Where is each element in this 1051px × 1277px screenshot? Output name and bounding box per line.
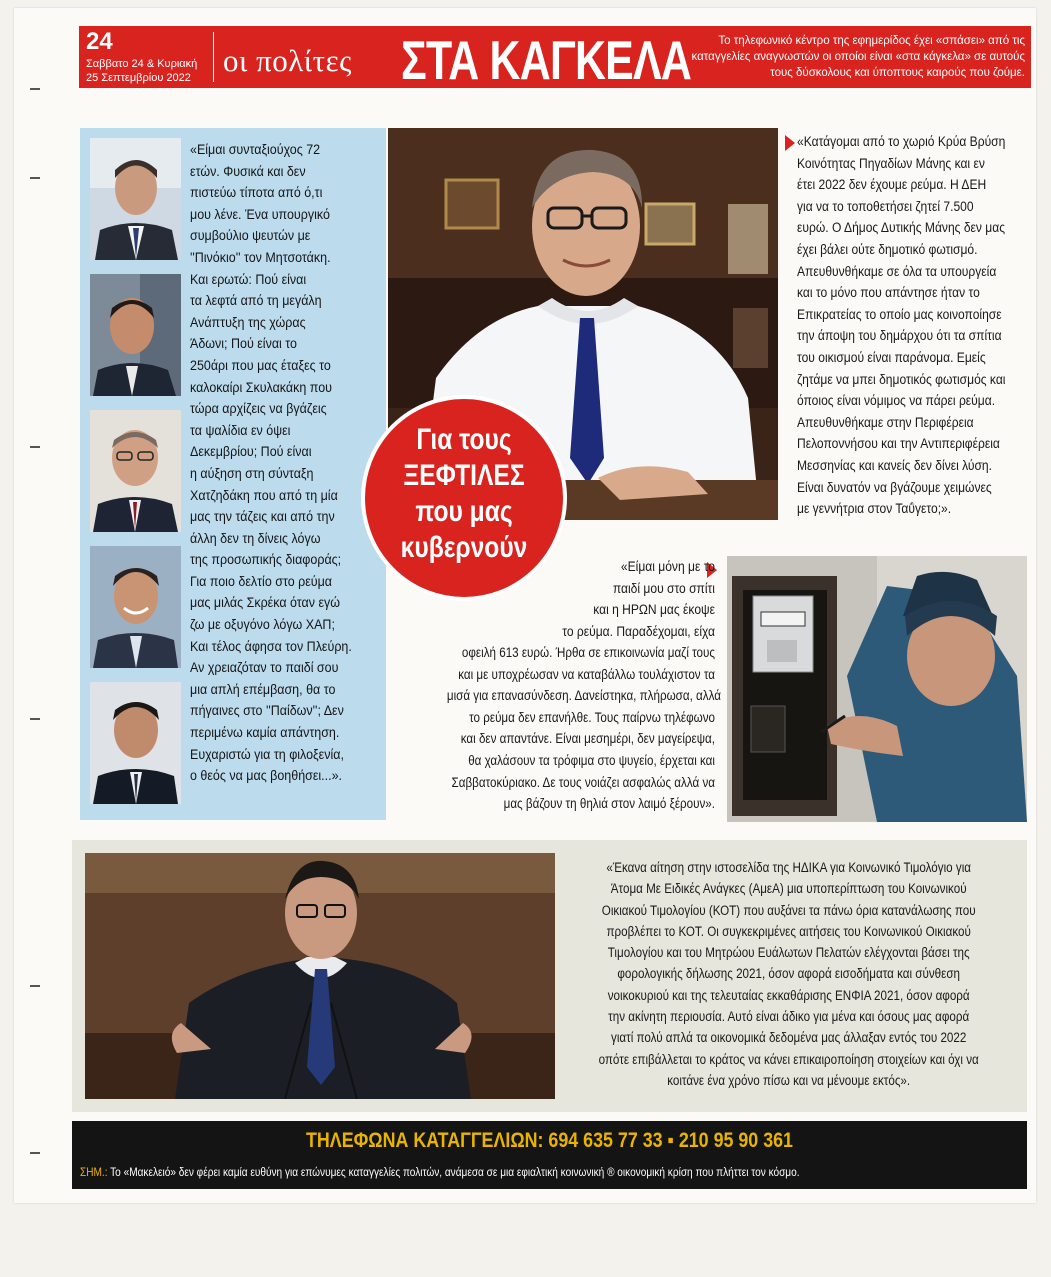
quote-line: τα ψαλίδια εν όψει (190, 422, 291, 439)
quote-line: συμβούλιο ψευτών με (190, 228, 311, 245)
quote-line: «Κατάγομαι από το χωριό Κρύα Βρύση (797, 134, 1006, 150)
quote-line: «Έκανα αίτηση στην ιστοσελίδα της ΗΔΙΚΑ για Κοινωνικό Τιμολόγιο για (606, 860, 972, 876)
section-title-prefix: οι πολίτες (223, 43, 352, 78)
quote-line: Μεσσηνίας και κανείς δεν δίνει λύση. (797, 457, 992, 474)
margin-mark (30, 718, 40, 720)
quote-line: γιατί πολύ απλά τα οικονομικά δεδομένα μας άλλαξαν εντός του 2022 (611, 1030, 967, 1047)
badge-line: που μας (415, 495, 513, 528)
quote-line: Κοινότητας Πηγαδίων Μάνης και εν (797, 155, 985, 172)
quote-line: οφειλή 613 ευρώ. Ήρθα σε επικοινωνία μαζί τους (461, 645, 715, 661)
margin-mark (30, 1152, 40, 1154)
quote-line: το ρεύμα δεν επανήλθε. Τους παίρνω τηλέφωνο (469, 709, 715, 726)
bottom-feature-box (72, 840, 1027, 1112)
badge-line: Για τους (416, 423, 512, 456)
quote-line: για να το τοποθετήσει ζητεί 7.500 (797, 198, 974, 215)
quote-line: φορολογικής δήλωσης 2021, όσον αφορά εισοδήματα και σύνθεση (617, 966, 960, 983)
quote-line: της προσωπικής διαφοράς; (190, 552, 342, 569)
quote-line: πιστεύω τίποτα από ό,τι (190, 185, 323, 202)
quote-line: Απευθυνθήκαμε σε όλα τα υπουργεία (797, 263, 997, 280)
quote-line: Επικρατείας το οποίο μας κοινοποίησε (797, 306, 1002, 323)
quote-line: μας μιλάς Σκρέκα όταν εγώ (190, 595, 341, 612)
quote-line: μας βάζουν τη θηλιά στον λαιμό ξέρουν». (503, 796, 715, 813)
citizen-quote-social-tariff (564, 858, 1013, 1092)
margin-mark (30, 88, 40, 90)
quote-line: έχει βάλει ούτε δημοτικό φωτισμό. (797, 241, 978, 258)
quote-line: προβλέπει το ΚΟΤ. Οι συγκεκριμένες αιτήσεις του Κοινωνικού Οικιακού (606, 923, 971, 940)
quote-line: Είναι δυνατόν να βγάζουμε χειμώνες (797, 479, 992, 496)
quote-line: μου λένε. Ένα υπουργικό (190, 206, 330, 223)
page-number: 24 (86, 28, 113, 55)
quote-line: μας την τάζεις και από την (190, 509, 335, 526)
header-divider (213, 32, 214, 82)
quote-line: άλλη δεν τη δίνεις λόγω (190, 530, 321, 547)
quote-line: την άποψη του δημάρχου ότι τα σπίτια (797, 328, 1002, 345)
quote-line: και η ΗΡΩΝ μας έκοψε (593, 602, 715, 619)
portrait-photo (90, 138, 181, 260)
margin-mark (30, 446, 40, 448)
quote-line: Ανάπτυξη της χώρας (190, 314, 306, 331)
disclaimer-note (80, 1165, 1004, 1179)
issue-date-line-2: 25 Σεπτεμβρίου 2022 (86, 72, 191, 84)
margin-mark (30, 985, 40, 987)
quote-line: μια απλή επέμβαση, θα το (190, 681, 336, 698)
quote-line: κοιτάνε ένα χρόνο πίσω και να μένουμε εκτός». (667, 1072, 911, 1089)
quote-line: τώρα αρχίζεις να βγάζεις (190, 401, 327, 418)
quote-line: και με υποχρέωσαν να καταβάλλω τουλάχιστον τα (458, 666, 715, 683)
quote-line: «Είμαι συνταξιούχος 72 (190, 142, 321, 158)
quote-line: Οικιακού Τιμολογίου (ΚΟΤ) που αυξάνει τα πάνω όρια κατανάλωσης που (601, 902, 976, 919)
quote-line: Για ποιο δελτίο στο ρεύμα (190, 573, 333, 590)
quote-line: του οικισμού είναι παράνομα. Εμείς (797, 349, 986, 366)
quote-line: 250άρι που μας έταξες το (190, 357, 331, 374)
badge-line: ΞΕΦΤΙΛΕΣ (403, 459, 525, 492)
complaint-phone-numbers: ΤΗΛΕΦΩΝΑ ΚΑΤΑΓΓΕΛΙΩΝ: 694 635 77 33 ▪ 210 95 90 361 (306, 1129, 793, 1152)
quote-line: «Είμαι μόνη με το (620, 559, 715, 575)
portrait-photo (90, 274, 181, 396)
citizen-quote-single-mother-continued (388, 643, 721, 816)
quote-line: μισά για επανασύνδεση. Δανείστηκα, πλήρωσα, αλλά (446, 688, 721, 705)
citizen-quote-mani-village (797, 132, 1027, 521)
electricity-meter-photo (727, 556, 1027, 822)
quote-line: με γεννήτρια στον Ταΰγετο;». (797, 501, 952, 518)
quote-line: η αύξηση στη σύνταξη (190, 465, 314, 482)
quote-line: και δεν απαντάνε. Είναι μεσημέρι, δεν μαγείρεψα, (460, 731, 715, 748)
quote-line: Πελοποννήσου και την Αντιπεριφέρεια (797, 436, 1000, 453)
portrait-photo (90, 410, 181, 532)
quote-line: ζω με οξυγόνο λόγω ΧΑΠ; (190, 617, 335, 634)
quote-line: καλοκαίρι Σκυλακάκη που (190, 379, 332, 396)
quote-line: όποιος είναι νόμιμος να πάρει ρεύμα. (797, 393, 996, 410)
disclaimer-text: Το «Μακελειό» δεν φέρει καμία ευθύνη για επώνυμες καταγγελίες πολιτών, ανάμεσα σε μια εφιαλτική κοινωνική ® οικονομική κρίση που πλήττει τον κόσμο. (107, 1165, 800, 1179)
portrait-column (80, 128, 386, 820)
complaints-footer (72, 1121, 1027, 1189)
quote-line: Και τέλος άφησα τον Πλεύρη. (190, 638, 352, 655)
quote-line: Αν χρειαζόταν το παιδί σου (190, 660, 339, 677)
quote-line: Δεκεμβρίου; Πού είναι (190, 444, 312, 461)
quote-line: Ευχαριστώ για τη φιλοξενία, (190, 746, 344, 763)
section-intro-note: Το τηλεφωνικό κέντρο της εφημερίδος έχει «σπάσει» από τις καταγγελίες αναγνωστών οι οποίοι είναι «στα κάγκελα» σε αυτούς τους δύσκολους και ύποπτους καιρούς που ζούμε. (691, 35, 1025, 79)
minister-parliament-photo (85, 853, 555, 1099)
section-header (79, 26, 1031, 91)
quote-line: Άδωνι; Πού είναι το (190, 336, 297, 353)
section-title: ΣΤΑ ΚΑΓΚΕΛΑ (401, 29, 692, 91)
quote-line: περιμένω καμία απάντηση. (190, 725, 340, 742)
citizen-quote-single-mother (533, 557, 715, 643)
quote-line: ετών. Φυσικά και δεν (190, 163, 306, 180)
quote-line: θα χαλάσουν τα τρόφιμα στο ψυγείο, έρχεται και (468, 752, 715, 769)
quote-line: ζητάμε να μπει δημοτικός φωτισμός και (797, 371, 1006, 388)
issue-date-line-1: Σαββατο 24 & Κυριακή (86, 58, 198, 70)
quote-arrow-icon (785, 135, 795, 151)
badge-line: κυβερνούν (400, 531, 528, 564)
quote-line: νοικοκυριού και της τελευταίας εκκαθάρισης ΕΝΦΙΑ 2021, όσον αφορά (607, 987, 970, 1004)
quote-line: την ακίνητη περιουσία. Αυτό είναι άδικο για μένα και όσους μας αφορά (608, 1009, 970, 1026)
quote-line: οπότε επιβάλλεται το κράτος να κάνει επικαιροποίηση στοιχείων και όχι να (598, 1051, 979, 1068)
quote-line: Τιμολογίου και του Μητρώου Ευάλωτων Πελατών ελέγχονται βάσει της (607, 945, 970, 962)
disclaimer-label: ΣΗΜ.: (80, 1165, 108, 1179)
quote-line: Άτομα Με Ειδικές Ανάγκες (ΑμεΑ) μια υποπερίπτωση του Κοινωνικού (610, 881, 967, 898)
portrait-photo (90, 682, 181, 804)
quote-line: τα λεφτά από τη μεγάλη (190, 293, 322, 310)
quote-line: Χατζηδάκη που από τη μία (190, 487, 338, 504)
quote-line: πήγαινες στο ''Παίδων''; Δεν (190, 703, 344, 720)
quote-line: και το μόνο που απάντησε ήταν το (797, 285, 980, 302)
quote-line: παιδί μου στο σπίτι (612, 580, 715, 597)
quote-line: το ρεύμα. Παραδέχομαι, είχα (562, 623, 715, 640)
quote-line: Σαββατοκύριακο. Δε τους νοιάζει ασφαλώς αλλά να (451, 774, 715, 791)
portrait-photo (90, 546, 181, 668)
quote-line: ο θεός να μας βοηθήσει...». (190, 768, 343, 785)
quote-line: ευρώ. Ο Δήμος Δυτικής Μάνης δεν μας (797, 220, 1006, 237)
quote-line: Και ερωτώ: Πού είναι (190, 271, 307, 288)
quote-line: Απευθυνθήκαμε στην Περιφέρεια (797, 414, 974, 431)
margin-mark (30, 177, 40, 179)
citizen-quote-pensioner (190, 140, 380, 788)
quote-line: ''Πινόκιο'' τον Μητσοτάκη. (190, 249, 331, 266)
quote-line: έτει 2022 δεν έχουμε ρεύμα. Η ΔΕΗ (797, 177, 987, 194)
